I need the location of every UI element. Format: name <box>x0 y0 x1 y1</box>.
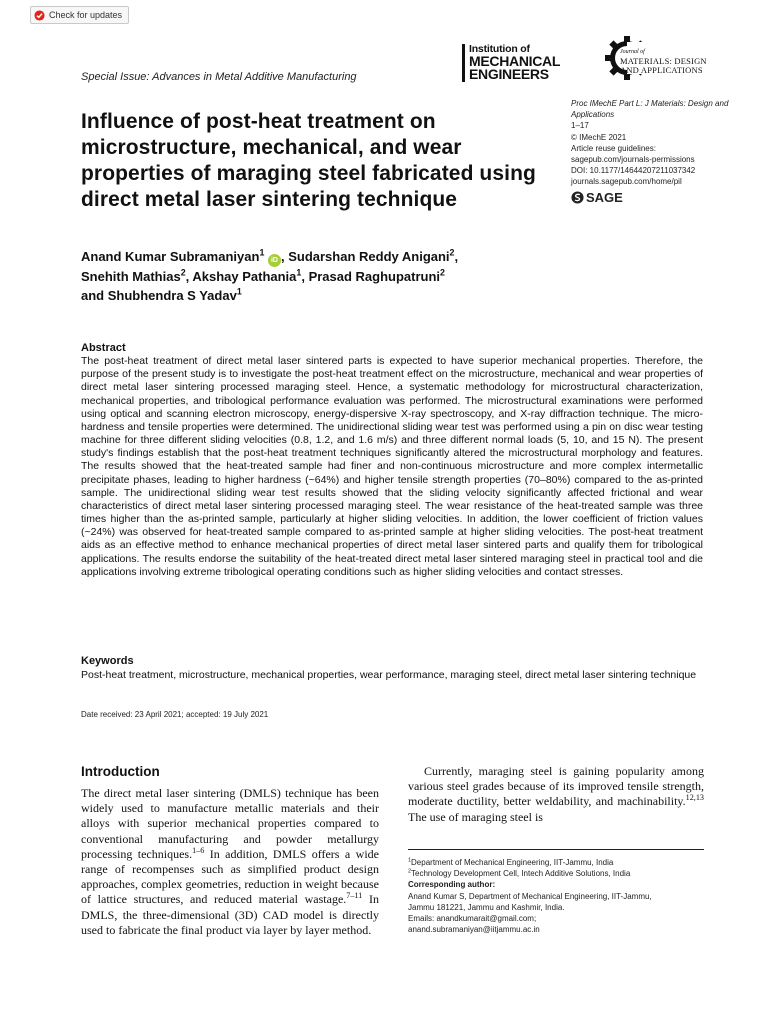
affiliation-1: $^1$Department of Mechanical Engineering, IIT-Jammu, India <box>408 857 614 867</box>
sage-icon <box>571 191 584 204</box>
corresponding-author-line2: Jammu 181221, Jammu and Kashmir, India. <box>408 902 565 912</box>
copyright: © IMechE 2021 <box>571 132 627 142</box>
author-name[interactable]: Sudarshan Reddy Anigani <box>288 249 450 264</box>
check-for-updates-icon <box>34 10 45 21</box>
journal-of-label: Journal of <box>620 49 645 55</box>
check-for-updates-button[interactable] <box>30 6 129 24</box>
citation-ref[interactable]: 7–11 <box>346 891 363 901</box>
email-line2[interactable]: anand.subramaniyan@iitjammu.ac.in <box>408 925 540 935</box>
article-meta <box>571 98 741 204</box>
author-name[interactable]: Akshay Pathania <box>192 269 297 284</box>
author-affiliation: 2 <box>449 247 455 258</box>
email-line1[interactable]: Emails: anandkumarait@gmail.com; <box>408 914 537 924</box>
doi-link[interactable]: DOI: 10.1177/14644207211037342 <box>571 166 696 176</box>
orcid-icon[interactable]: iD <box>268 254 281 267</box>
author-name[interactable]: Snehith Mathias <box>81 269 181 284</box>
citation-ref[interactable]: 1–6 <box>192 845 205 855</box>
sage-label: SAGE <box>586 189 623 205</box>
publisher-logo-line2: MECHANICAL <box>469 53 561 69</box>
author-name[interactable]: Anand Kumar Subramaniyan <box>81 249 260 264</box>
author-list: Anand Kumar Subramaniyan$^1$ iD , Sudarshan Reddy Anigani$^2$, Snehith Mathias$^2$, Akshay Pathania$^1$, Prasad Raghupatruni$^2$ and Shubhendra S Yadav$^1$ <box>81 247 459 303</box>
permissions-link[interactable]: sagepub.com/journals-permissions <box>571 155 695 165</box>
author-name[interactable]: Prasad Raghupatruni <box>308 269 441 284</box>
publisher-logo <box>462 44 596 82</box>
journal-title-line2: AND APPLICATIONS <box>620 65 703 75</box>
publisher-logo-line3: ENGINEERS <box>469 66 549 82</box>
journal-home-link[interactable]: journals.sagepub.com/home/pil <box>571 177 682 187</box>
sage-logo <box>571 191 741 204</box>
corresponding-author-line1: Anand Kumar S, Department of Mechanical Engineering, IIT-Jammu, <box>408 891 652 901</box>
author-affiliation: 1 <box>236 286 242 297</box>
author-affiliation: 2 <box>440 267 445 278</box>
check-for-updates-label: Check for updates <box>49 10 123 20</box>
author-affiliation: 1 <box>296 267 302 278</box>
abstract-heading: Abstract <box>81 342 126 354</box>
introduction-paragraph-2: Currently, maraging steel is gaining popularity among various steel grades because of its improved tensile strength, moderate ductility, better weldability, and machinability.$^{12,13}$ The use of maraging steel is <box>408 764 704 824</box>
journal-logo-text <box>620 48 707 75</box>
keywords-section <box>81 655 703 682</box>
journal-title-line1: MATERIALS: DESIGN <box>620 56 707 66</box>
footnotes <box>408 857 708 935</box>
citation-ref[interactable]: 12,13 <box>685 793 704 803</box>
page-range: 1–17 <box>571 121 589 131</box>
corresponding-author-heading: Corresponding author: <box>408 880 496 890</box>
publisher-logo-line1: Institution of <box>469 43 530 55</box>
author-affiliation: 1 <box>259 247 265 258</box>
date-received: Date received: 23 April 2021; accepted: 19 July 2021 <box>81 710 269 719</box>
abstract-text: The post-heat treatment of direct metal laser sintered parts is expected to have superior mechanical properties. Therefore, the purpose of the present study is to investigate the post-heat treatment effect on the microstructure, mechanical and wear properties of direct metal laser sintering processed maraging steel. Hence, a systematic methodology for microstructural characterization, mechanical properties, and tribological performance evaluation was performed. The microstructural examinations were performed using optical and scanning electron microscopy, energy-dispersive X-ray spectroscopy, and X-ray diffraction technique. The micro-hardness and tensile properties were determined. The unidirectional sliding wear test was performed using a pin on disc wear testing machine for three different sliding velocities (0.8, 1.2, and 1.6 m/s) and three different normal loads (5, 10, and 15 N). The present study's findings establish that the post-heat treatment techniques significantly altered the microstructural morphology and features. The results showed that the heat-treated sample had finer and non-continuous microstructure and more complex intermetallic precipitate phases, leading to higher hardness (~64%) and higher tensile strength properties (70–80%) compared to the as-printed sample. The unidirectional sliding wear test results showed that the sliding velocity significantly affected frictional and wear characteristics of direct metal laser sintering processed maraging steel. The wear resistance of the heat-treated sample was three times higher than the as-printed sample, particularly at higher sliding velocities. In addition, the lower coefficient of friction values (~24%) was observed for heat-treated sample compared to as-printed sample at higher sliding velocities. The post-heat treatment aids as an effective method to enhance mechanical properties of direct metal laser sintered parts and qualify them for tribological applications. The results endorse the suitability of the heat-treated direct metal laser sintered maraging steel in practical tool and die applications involving extreme tribological operating conditions such as higher sliding velocities and contact stresses. <box>81 355 703 578</box>
abstract-section <box>81 342 703 579</box>
footnote-divider <box>408 849 704 850</box>
special-issue-label: Special Issue: Advances in Metal Additive Manufacturing <box>81 71 357 83</box>
keywords-heading: Keywords <box>81 655 134 667</box>
author-name[interactable]: Shubhendra S Yadav <box>107 288 237 303</box>
affiliation-2: $^2$Technology Development Cell, Intech Additive Solutions, India <box>408 868 631 879</box>
introduction-heading: Introduction <box>81 764 160 779</box>
journal-citation: Proc IMechE Part L: J Materials: Design and Applications <box>571 99 729 120</box>
reuse-label: Article reuse guidelines: <box>571 143 656 153</box>
keywords-text: Post-heat treatment, microstructure, mechanical properties, wear performance, maraging steel, direct metal laser sintering technique <box>81 668 697 681</box>
article-title: Influence of post-heat treatment on microstructure, mechanical, and wear properties of maraging steel fabricated using direct metal laser sintering technique <box>81 110 536 211</box>
author-affiliation: 2 <box>180 267 186 278</box>
introduction-paragraph: The direct metal laser sintering (DMLS) technique has been widely used to manufacture metallic materials and their alloys with superior mechanical properties compared to conventional manufacturing and powder metallurgy processing techniques.$^{1-6}$ In addition, DMLS offers a wide range of recompenses such as simplified product design approaches, complex geometries, reduction in weight because of lattice structures, and reduced material wastage.$^{7-11}$ In DMLS, the three-dimensional (3D) CAD model is directly used to fabricate the final product via layer by layer method. <box>81 786 379 937</box>
